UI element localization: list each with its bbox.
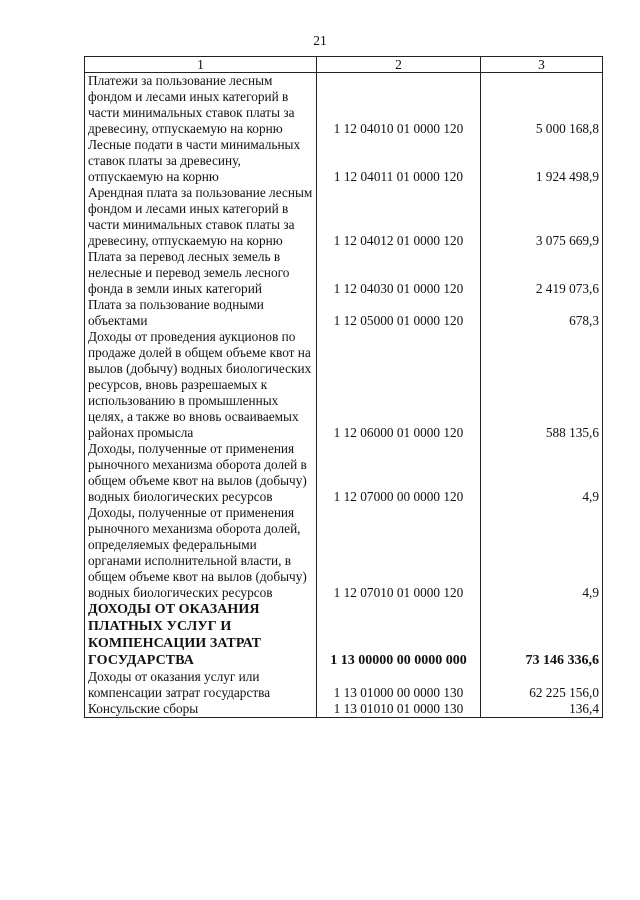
row-amount: 4,9 [481,441,603,505]
table-row [85,329,603,441]
table-row [85,669,603,701]
row-amount: 2 419 073,6 [481,249,603,297]
row-name: Доходы от проведения аукционов по продаже долей в общем объеме квот на вылов (добычу) водных биологических ресурсов, вновь разрешаемых к использованию в промышленных целях, а также во вновь осваиваемых районах промысла [85,329,317,441]
row-amount: 1 924 498,9 [481,137,603,185]
table-row [85,505,603,601]
page-number: 21 [313,33,327,48]
table-row [85,701,603,718]
row-name: Доходы, полученные от применения рыночного механизма оборота долей в общем объеме квот на вылов (добычу) водных биологических ресурсов [85,441,317,505]
row-code: 1 13 01010 01 0000 130 [317,701,481,718]
row-name: Лесные подати в части минимальных ставок платы за древесину, отпускаемую на корню [85,137,317,185]
table-row [85,137,603,185]
column-header-1: 1 [85,57,317,73]
row-name: Доходы от оказания услуг или компенсации затрат государства [85,669,317,701]
row-amount: 136,4 [481,701,603,718]
column-header-2: 2 [317,57,481,73]
row-code: 1 12 04030 01 0000 120 [317,249,481,297]
row-amount: 678,3 [481,297,603,329]
table-row [85,73,603,138]
header-row [85,57,603,73]
row-name: Платежи за пользование лесным фондом и лесами иных категорий в части минимальных ставок платы за древесину, отпускаемую на корню [85,73,317,138]
row-code: 1 12 04010 01 0000 120 [317,73,481,138]
row-code: 1 12 07010 01 0000 120 [317,505,481,601]
row-code: 1 13 01000 00 0000 130 [317,669,481,701]
table-row [85,185,603,249]
row-code: 1 12 06000 01 0000 120 [317,329,481,441]
row-amount: 62 225 156,0 [481,669,603,701]
row-name: Доходы, полученные от применения рыночного механизма оборота долей, определяемых федеральными органами исполнительной власти, в общем объеме квот на вылов (добычу) водных биологических ресурсов [85,505,317,601]
row-amount: 588 135,6 [481,329,603,441]
table-row [85,249,603,297]
column-header-3: 3 [481,57,603,73]
row-amount: 5 000 168,8 [481,73,603,138]
row-name: Плата за перевод лесных земель в нелесные и перевод земель лесного фонда в земли иных категорий [85,249,317,297]
row-code: 1 12 05000 01 0000 120 [317,297,481,329]
row-code: 1 12 04012 01 0000 120 [317,185,481,249]
revenue-table [84,56,603,718]
row-amount: 73 146 336,6 [481,601,603,669]
row-name: Арендная плата за пользование лесным фондом и лесами иных категорий в части минимальных ставок платы за древесину, отпускаемую на корню [85,185,317,249]
row-code: 1 13 00000 00 0000 000 [317,601,481,669]
row-name: ДОХОДЫ ОТ ОКАЗАНИЯ ПЛАТНЫХ УСЛУГ И КОМПЕНСАЦИИ ЗАТРАТ ГОСУДАРСТВА [85,601,317,669]
row-name: Плата за пользование водными объектами [85,297,317,329]
row-name: Консульские сборы [85,701,317,718]
table-row [85,441,603,505]
row-code: 1 12 04011 01 0000 120 [317,137,481,185]
row-amount: 3 075 669,9 [481,185,603,249]
row-amount: 4,9 [481,505,603,601]
table-row-section [85,601,603,669]
table-row [85,297,603,329]
row-code: 1 12 07000 00 0000 120 [317,441,481,505]
